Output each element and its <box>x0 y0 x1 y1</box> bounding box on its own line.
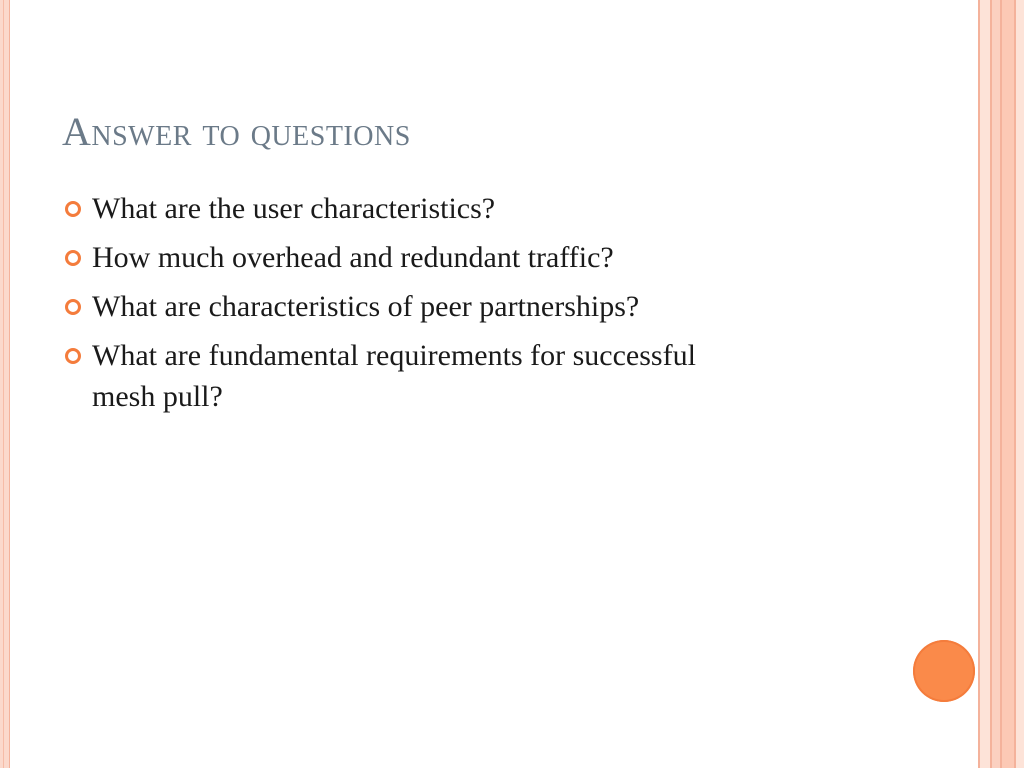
stripe <box>1016 0 1024 768</box>
ring-bullet-icon <box>65 299 81 315</box>
bullet-item <box>62 188 882 229</box>
stripe <box>980 0 990 768</box>
bullet-text: How much overhead and redundant traffic? <box>92 241 614 274</box>
right-stripes-decoration <box>978 0 1024 768</box>
stripe <box>1002 0 1014 768</box>
ring-bullet-icon <box>65 250 81 266</box>
ring-bullet-icon <box>65 348 81 364</box>
bullet-text: What are fundamental requirements for successful mesh pull? <box>92 339 696 413</box>
bullet-item <box>62 335 882 417</box>
bullet-text: What are characteristics of peer partnerships? <box>92 290 640 323</box>
ring-bullet-icon <box>65 201 81 217</box>
bullet-item <box>62 237 882 278</box>
left-border-decoration <box>0 0 10 768</box>
bullet-list <box>62 188 882 425</box>
orange-circle-decoration <box>913 640 975 702</box>
bullet-text: What are the user characteristics? <box>92 192 496 225</box>
stripe <box>992 0 1000 768</box>
bullet-item <box>62 286 882 327</box>
slide-title: Answer to questions <box>62 109 411 154</box>
